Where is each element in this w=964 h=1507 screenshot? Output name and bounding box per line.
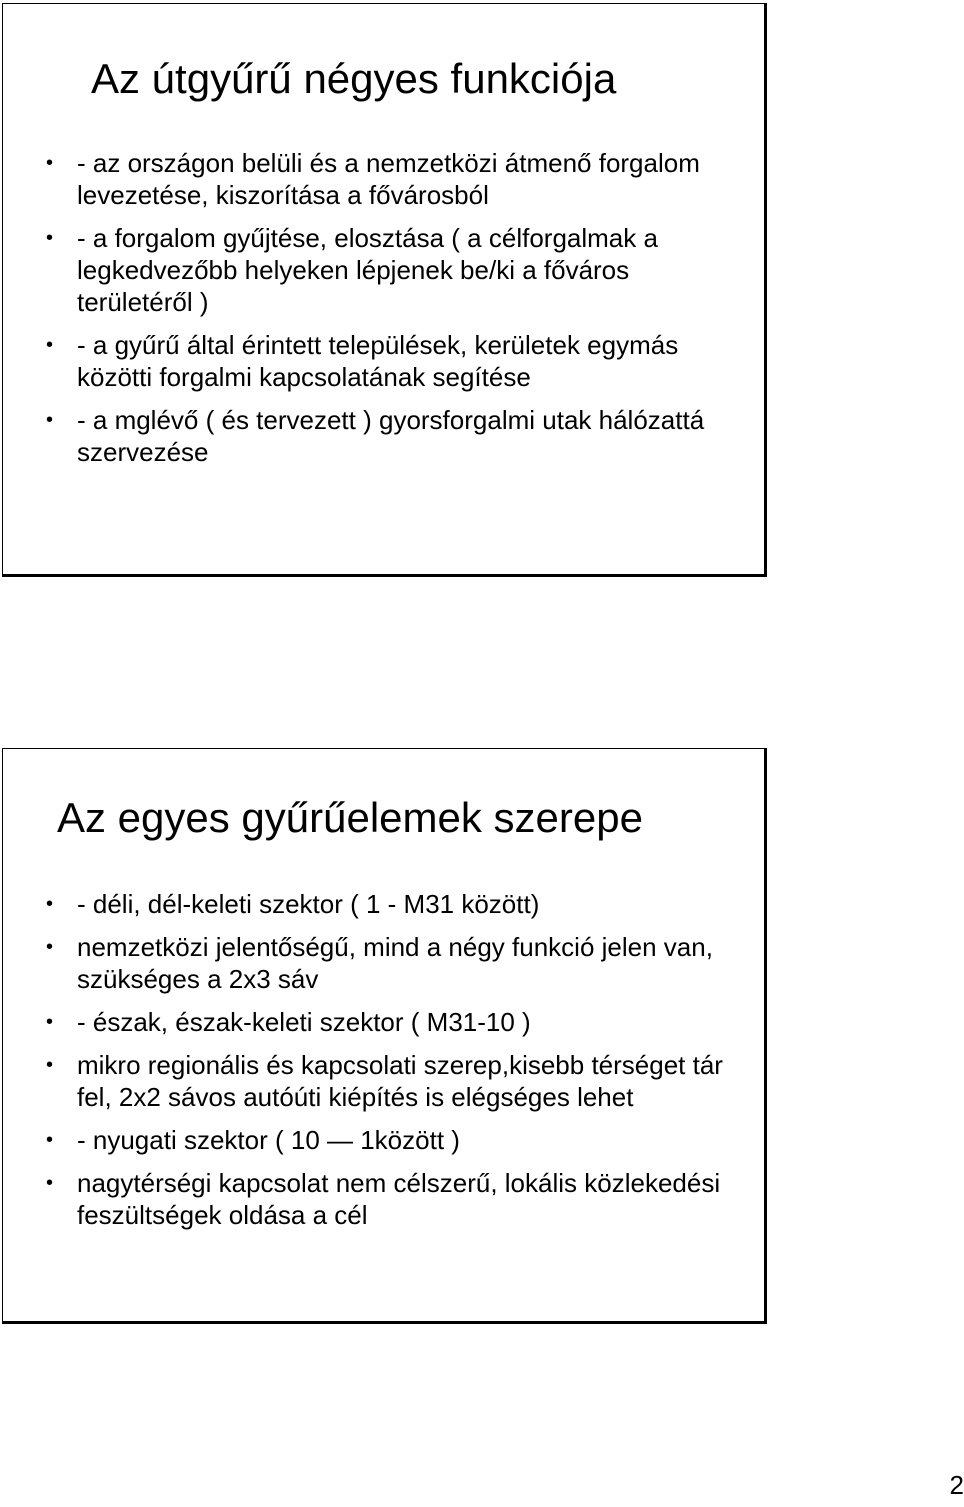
bullet-icon: •	[46, 893, 54, 915]
slide-2-title: Az egyes gyűrűelemek szerepe	[57, 794, 643, 841]
bullet-icon: •	[46, 409, 54, 431]
bullet-icon: •	[46, 227, 54, 249]
bullet-icon: •	[46, 334, 54, 356]
slide-1-bullet-2	[3, 222, 764, 318]
slide-1-bullet-list	[3, 147, 764, 479]
slide-2-bullet-3	[3, 1006, 764, 1038]
slide-2-bullet-4	[3, 1049, 764, 1113]
bullet-text: mikro regionális és kapcsolati szerep,kisebb térséget tár fel, 2x2 sávos autóúti kiépítés is elégséges lehet	[77, 1050, 723, 1112]
bullet-text: - a forgalom gyűjtése, elosztása ( a célforgalmak a legkedvezőbb helyeken lépjenek be/ki a főváros területéről )	[77, 223, 658, 317]
bullet-text: - déli, dél-keleti szektor ( 1 - M31 között)	[77, 889, 540, 919]
slide-2-bullet-5	[3, 1124, 764, 1156]
page-number: 2	[949, 1470, 964, 1500]
bullet-icon: •	[46, 152, 54, 174]
bullet-text: - az országon belüli és a nemzetközi átmenő forgalom levezetése, kiszorítása a fővárosból	[77, 148, 700, 210]
bullet-text: nemzetközi jelentőségű, mind a négy funkció jelen van, szükséges a 2x3 sáv	[77, 932, 713, 994]
bullet-text: - nyugati szektor ( 10 — 1között )	[77, 1125, 460, 1155]
slide-2	[2, 748, 767, 1324]
bullet-icon: •	[46, 1172, 54, 1194]
slide-2-bullet-6	[3, 1167, 764, 1231]
slide-2-bullet-1	[3, 888, 764, 920]
bullet-icon: •	[46, 936, 54, 958]
bullet-text: - a gyűrű által érintett települések, kerületek egymás közötti forgalmi kapcsolatának segítése	[77, 330, 679, 392]
bullet-text: nagytérségi kapcsolat nem célszerű, lokális közlekedési feszültségek oldása a cél	[77, 1168, 721, 1230]
bullet-icon: •	[46, 1011, 54, 1033]
bullet-icon: •	[46, 1054, 54, 1076]
slide-1-bullet-4	[3, 404, 764, 468]
slide-1-bullet-3	[3, 329, 764, 393]
bullet-text: - észak, észak-keleti szektor ( M31-10 )	[77, 1007, 531, 1037]
slide-2-bullet-2	[3, 931, 764, 995]
slide-1-bullet-1	[3, 147, 764, 211]
slide-1-title: Az útgyűrű négyes funkciója	[91, 55, 617, 102]
slide-2-bullet-list	[3, 888, 764, 1242]
bullet-icon: •	[46, 1129, 54, 1151]
bullet-text: - a mglévő ( és tervezett ) gyorsforgalmi utak hálózattá szervezése	[77, 405, 705, 467]
slide-1	[2, 3, 767, 577]
